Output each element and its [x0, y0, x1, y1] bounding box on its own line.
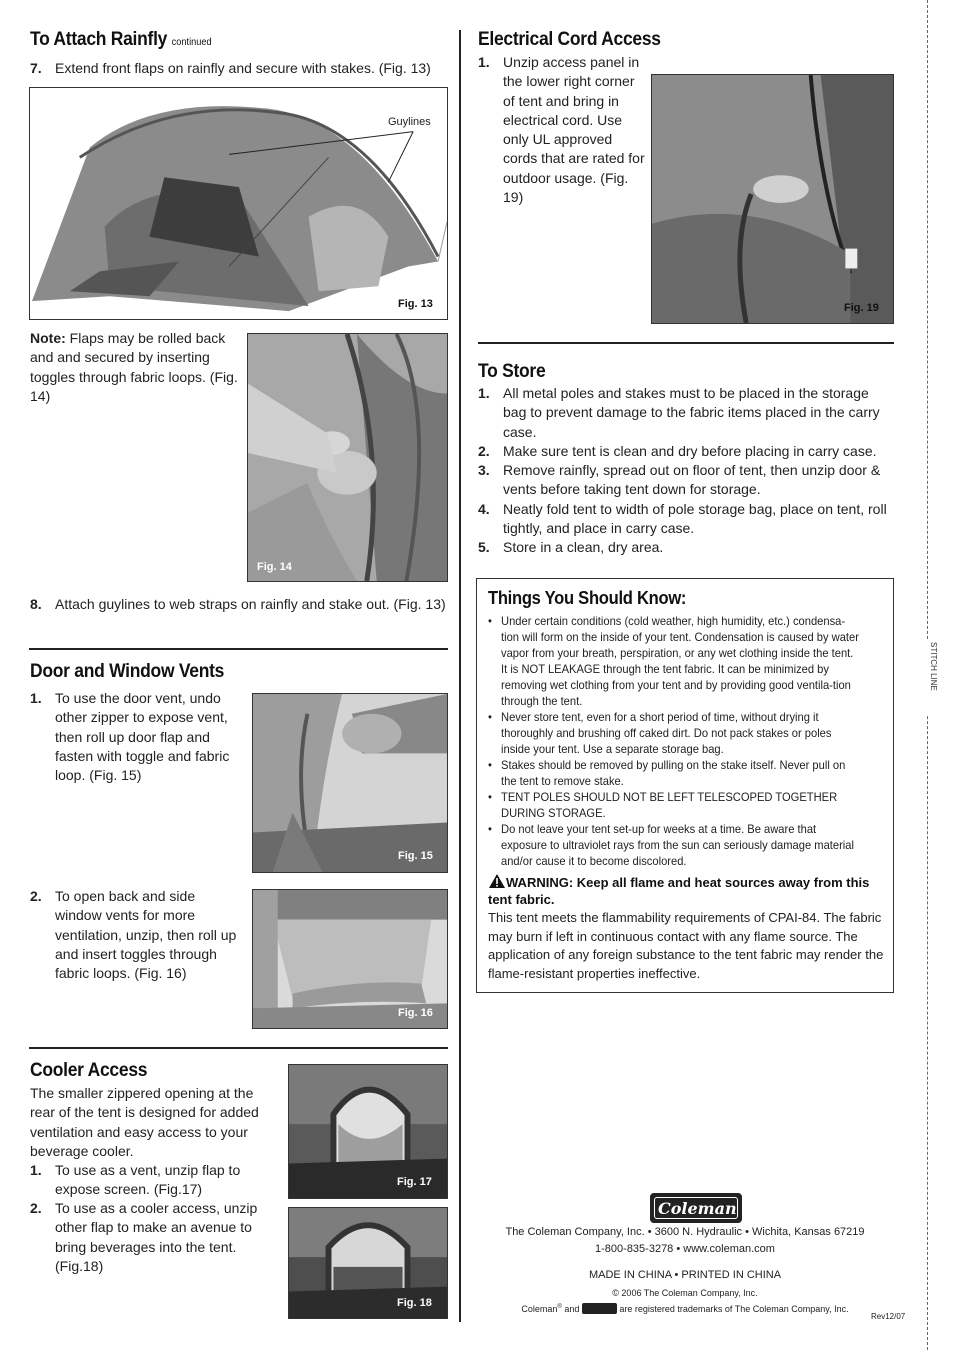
fig19-image: [651, 74, 894, 324]
vents-heading: Door and Window Vents: [30, 661, 225, 682]
store-steps: [478, 384, 892, 558]
coleman-logo: Coleman: [650, 1193, 742, 1223]
fig15-label: Fig. 15: [398, 850, 433, 862]
store-step: 4. Neatly fold tent to width of pole storage bag, place on tent, roll tightly, and place in carry case.: [478, 500, 887, 537]
bullet-item: • Never store tent, even for a short period of time, without drying it thoroughly and brushing off caked dirt. Do not pack stakes or poles inside your tent. Use a separate storage bag.: [488, 710, 832, 756]
fig18-label: Fig. 18: [397, 1297, 432, 1309]
warning-icon: [488, 873, 506, 889]
guylines-callout: Guylines: [388, 116, 431, 128]
footer-made-in: MADE IN CHINA • PRINTED IN CHINA: [588, 1269, 782, 1281]
bullet-item: • Under certain conditions (cold weather, high humidity, etc.) condensa-tion will form on the inside of your tent. Condensation is caused by water vapor from your breath, perspiration, or any wet clothing inside the tent. It is NOT LEAKAGE through the tent fabric. It can be minimized by removing wet clothing from your tent and by providing good ventila-tion through the tent.: [488, 614, 859, 708]
fig16-label: Fig. 16: [398, 1007, 433, 1019]
section-divider: [29, 648, 448, 650]
cord-step-1: 1. Unzip access panel in the lower right corner of tent and bring in electrical cord. Use only UL approved cords that are rated for outdoor usage. (Fig. 19): [478, 54, 645, 206]
footer-address: The Coleman Company, Inc. • 3600 N. Hydraulic • Wichita, Kansas 67219: [505, 1226, 865, 1238]
bullet-item: • TENT POLES SHOULD NOT BE LEFT TELESCOPED TOGETHER DURING STORAGE.: [488, 790, 838, 820]
rainfly-step-7: 7. Extend front flaps on rainfly and secure with stakes. (Fig. 13): [30, 60, 431, 76]
cooler-step-1: 1. To use as a vent, unzip flap to expose screen. (Fig.17): [30, 1162, 241, 1198]
cooler-heading: Cooler Access: [30, 1060, 148, 1081]
warning-text: This tent meets the flammability requirements of CPAI-84. The fabric may burn if left in continuous contact with any flame source. The application of any foreign substance to the tent fabric may render the flame-resistant properties ineffective.: [488, 910, 884, 981]
section-divider: [478, 342, 894, 344]
store-step: 5. Store in a clean, dry area.: [478, 539, 664, 556]
cooler-step-2: 2. To use as a cooler access, unzip other flap to make an avenue to bring beverages into the tent. (Fig.18): [30, 1200, 258, 1274]
store-heading: To Store: [478, 361, 546, 382]
store-step: 3. Remove rainfly, spread out on floor of tent, then unzip door & vents before taking tent down for storage.: [478, 462, 881, 498]
rainfly-note: Note: Flaps may be rolled back and and secured by inserting toggles through fabric loops. (Fig. 14): [30, 330, 238, 404]
cord-heading: Electrical Cord Access: [478, 29, 661, 50]
vents-step-2: 2. To open back and side window vents for more ventilation, unzip, then roll up and insert toggles through fabric loops. (Fig. 16): [30, 888, 237, 982]
bullet-item: • Stakes should be removed by pulling on the stake itself. Never pull on the tent to remove stake.: [488, 758, 846, 788]
things-bullets: [488, 613, 864, 869]
things-to-know-box: [476, 578, 894, 993]
fig13-image: [29, 87, 448, 320]
stitch-line-label: STITCH LINE: [929, 642, 938, 691]
rainfly-heading: To Attach Rainfly continued: [30, 29, 212, 50]
bullet-item: • Do not leave your tent set-up for weeks at a time. Be aware that exposure to ultraviolet rays from the sun can seriously damage material and/or cause it to become discolored.: [488, 822, 854, 868]
fig13-label: Fig. 13: [398, 298, 433, 310]
cooler-intro: The smaller zippered opening at the rear of the tent is designed for added ventilation and easy access to your beverage cooler.: [30, 1085, 259, 1159]
footer-contact: 1-800-835-3278 • www.coleman.com: [595, 1243, 775, 1255]
warning-title: WARNING: Keep all flame and heat sources away from this tent fabric.: [488, 875, 870, 907]
column-divider: [459, 30, 461, 1322]
fig17-label: Fig. 17: [397, 1176, 432, 1188]
section-divider: [29, 1047, 448, 1049]
footer-trademarks: Coleman® and are registered trademarks of The Coleman Company, Inc.: [521, 1304, 849, 1314]
revision: Rev12/07: [871, 1312, 906, 1321]
fig19-label: Fig. 19: [844, 302, 879, 314]
rainfly-step-8: 8. Attach guylines to web straps on rainfly and stake out. (Fig. 13): [30, 596, 446, 612]
fig14-image: [247, 333, 448, 582]
store-step: 2. Make sure tent is clean and dry before placing in carry case.: [478, 442, 877, 459]
vents-step-1: 1. To use the door vent, undo other zipper to expose vent, then roll up door flap and fasten with toggle and fabric loop. (Fig. 15): [30, 690, 230, 784]
fig14-label: Fig. 14: [257, 561, 292, 573]
store-step: 1. All metal poles and stakes must to be placed in the storage bag to prevent damage to the fabric items placed in the carry case.: [478, 385, 880, 440]
fig15-image: [252, 693, 448, 873]
things-heading: Things You Should Know:: [488, 588, 687, 608]
footer-copyright: © 2006 The Coleman Company, Inc.: [612, 1288, 758, 1298]
coleman-logo-small: [582, 1303, 617, 1314]
